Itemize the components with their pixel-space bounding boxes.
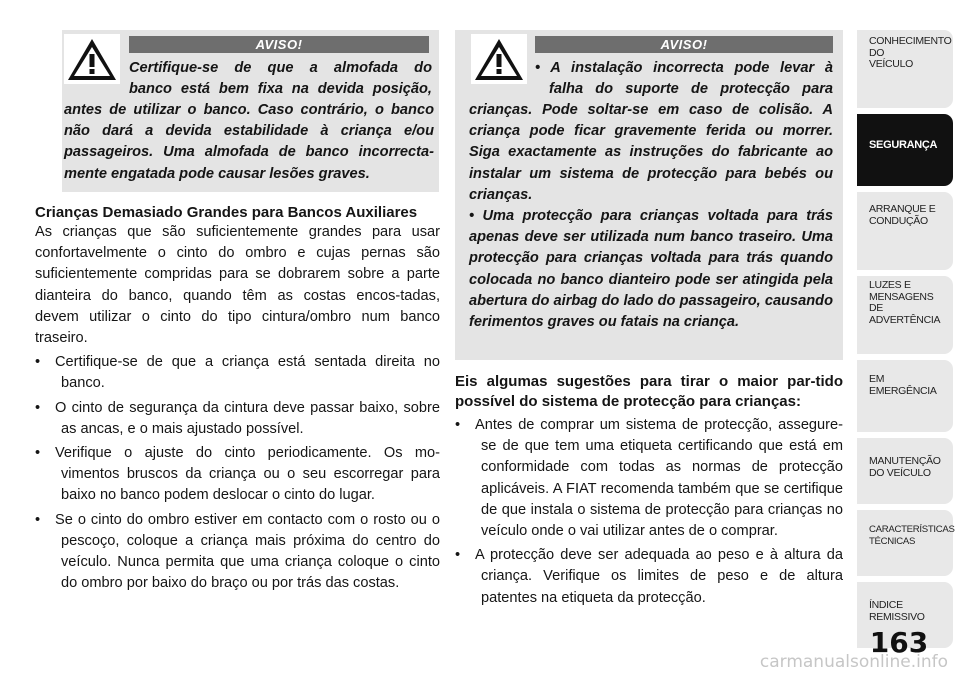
- list-item: • O cinto de segurança da cintura deve passar baixo, sobre as ancas, e o mais ajustado possível.: [35, 399, 440, 437]
- list-item: • Antes de comprar um sistema de protecção, assegure-se de que tem uma etiqueta certificando que está em conformidade com todas as normas de protecção aplicáveis. A FIAT recomenda também que se certifique de que instala o sistema de protecção para crianças no veículo onde o vai utilizar antes de o comprar.: [455, 417, 843, 540]
- warning-line: mente engatada pode causar lesões graves.: [64, 165, 370, 182]
- watermark: carmanualsonline.info: [759, 652, 948, 672]
- warning-line: banco está bem fixa na devida posição,: [129, 81, 432, 98]
- right-column: [455, 372, 843, 612]
- left-column: [35, 203, 440, 597]
- bullet-icon: •: [455, 547, 461, 564]
- bullet-icon: •: [455, 417, 461, 433]
- warning-paragraph: crianças. Pode soltar-se em caso de colisão. A criança pode ficar gravemente ferida ou morrer. Siga exactamente as instruções do fabricante ao instalar um sistema de protecção para bebés ou crianças.: [469, 102, 833, 203]
- section-heading: Crianças Demasiado Grandes para Bancos Auxiliares: [35, 204, 418, 221]
- warning-line: passageiros. Uma almofada de banco incorrecta-: [64, 144, 434, 161]
- warning-text: [469, 100, 833, 333]
- warning-title-bar: AVISO!: [129, 36, 429, 53]
- warning-text: [64, 100, 434, 185]
- bullet-list: [455, 415, 843, 609]
- warning-line: falha do suporte de protecção para: [549, 81, 833, 98]
- warning-paragraph: • Uma protecção para crianças voltada para trás apenas deve ser utilizada num banco traseiro. Uma protecção para crianças voltada para trás quando colocada no banco dianteiro pode ser atingida pela abertura do airbag do lado do passageiro, causando ferimentos graves ou fatais na criança.: [469, 208, 833, 331]
- list-item: • Se o cinto do ombro estiver em contacto com o rosto ou o pescoço, coloque a criança mais próxima do centro do veículo. Nunca permita que uma criança coloque o cinto do ombro por baixo do braço ou por trás das costas.: [35, 511, 440, 592]
- tab-em-emergencia[interactable]: EM EMERGÊNCIA: [857, 360, 953, 432]
- list-item: • Verifique o ajuste do cinto periodicamente. Os mo-vimentos bruscos da criança ou o seu escorregar para baixo no banco podem deslocar o cinto do lugar.: [35, 445, 440, 504]
- warning-box-seat-cushion: [62, 30, 439, 192]
- tab-caracteristicas-tecnicas[interactable]: CARACTERÍSTICAS TÉCNICAS: [857, 510, 953, 576]
- warning-line: Certifique-se de que a almofada do: [129, 60, 432, 76]
- tab-luzes-e-mensagens[interactable]: LUZES E MENSAGENS DE ADVERTÊNCIA: [857, 276, 953, 354]
- warning-line: • A instalação incorrecta pode levar à: [535, 60, 833, 76]
- bullet-icon: •: [35, 354, 41, 371]
- warning-line: antes de utilizar o banco. Caso contrário, o banco: [64, 102, 434, 118]
- warning-line: não dará a devida estabilidade à criança e/ou: [64, 123, 434, 140]
- page-number: 163: [869, 626, 929, 659]
- tab-indice-remissivo[interactable]: ÍNDICE REMISSIVO: [857, 582, 953, 648]
- warning-triangle-icon: [471, 34, 527, 84]
- tab-arranque-e-conducao[interactable]: ARRANQUE E CONDUÇÃO: [857, 192, 953, 270]
- bullet-icon: •: [35, 445, 41, 462]
- bullet-icon: •: [35, 511, 41, 528]
- bullet-icon: •: [35, 399, 41, 416]
- bullet-list: [35, 352, 440, 594]
- warning-title-bar: AVISO!: [535, 36, 833, 53]
- list-item: • A protecção deve ser adequada ao peso e à altura da criança. Verifique os limites de peso e de altura patentes na etiqueta da protecção.: [455, 547, 843, 606]
- tab-manutencao-do-veiculo[interactable]: MANUTENÇÃO DO VEÍCULO: [857, 438, 953, 504]
- warning-text: [535, 58, 833, 100]
- section-heading: Eis algumas sugestões para tirar o maior par-tido possível do sistema de protecção para crianças:: [455, 373, 843, 410]
- warning-triangle-icon: [64, 34, 120, 84]
- tab-seguranca[interactable]: SEGURANÇA: [857, 114, 953, 186]
- list-item: • Certifique-se de que a criança está sentada direita no banco.: [35, 354, 440, 392]
- warning-box-installation: [455, 30, 843, 360]
- warning-text: [129, 58, 432, 100]
- tab-conhecimento-do-veiculo[interactable]: CONHECIMENTO DO VEÍCULO: [857, 30, 953, 108]
- body-paragraph: As crianças que são suficientemente grandes para usar confortavelmente o cinto do ombro e cujas pernas são suficientemente compridas para se dobrarem sobre a parte dianteira do banco, quando têm as costas encos-tadas, devem utilizar o cinto do tipo cintura/ombro num banco traseiro.: [35, 224, 440, 347]
